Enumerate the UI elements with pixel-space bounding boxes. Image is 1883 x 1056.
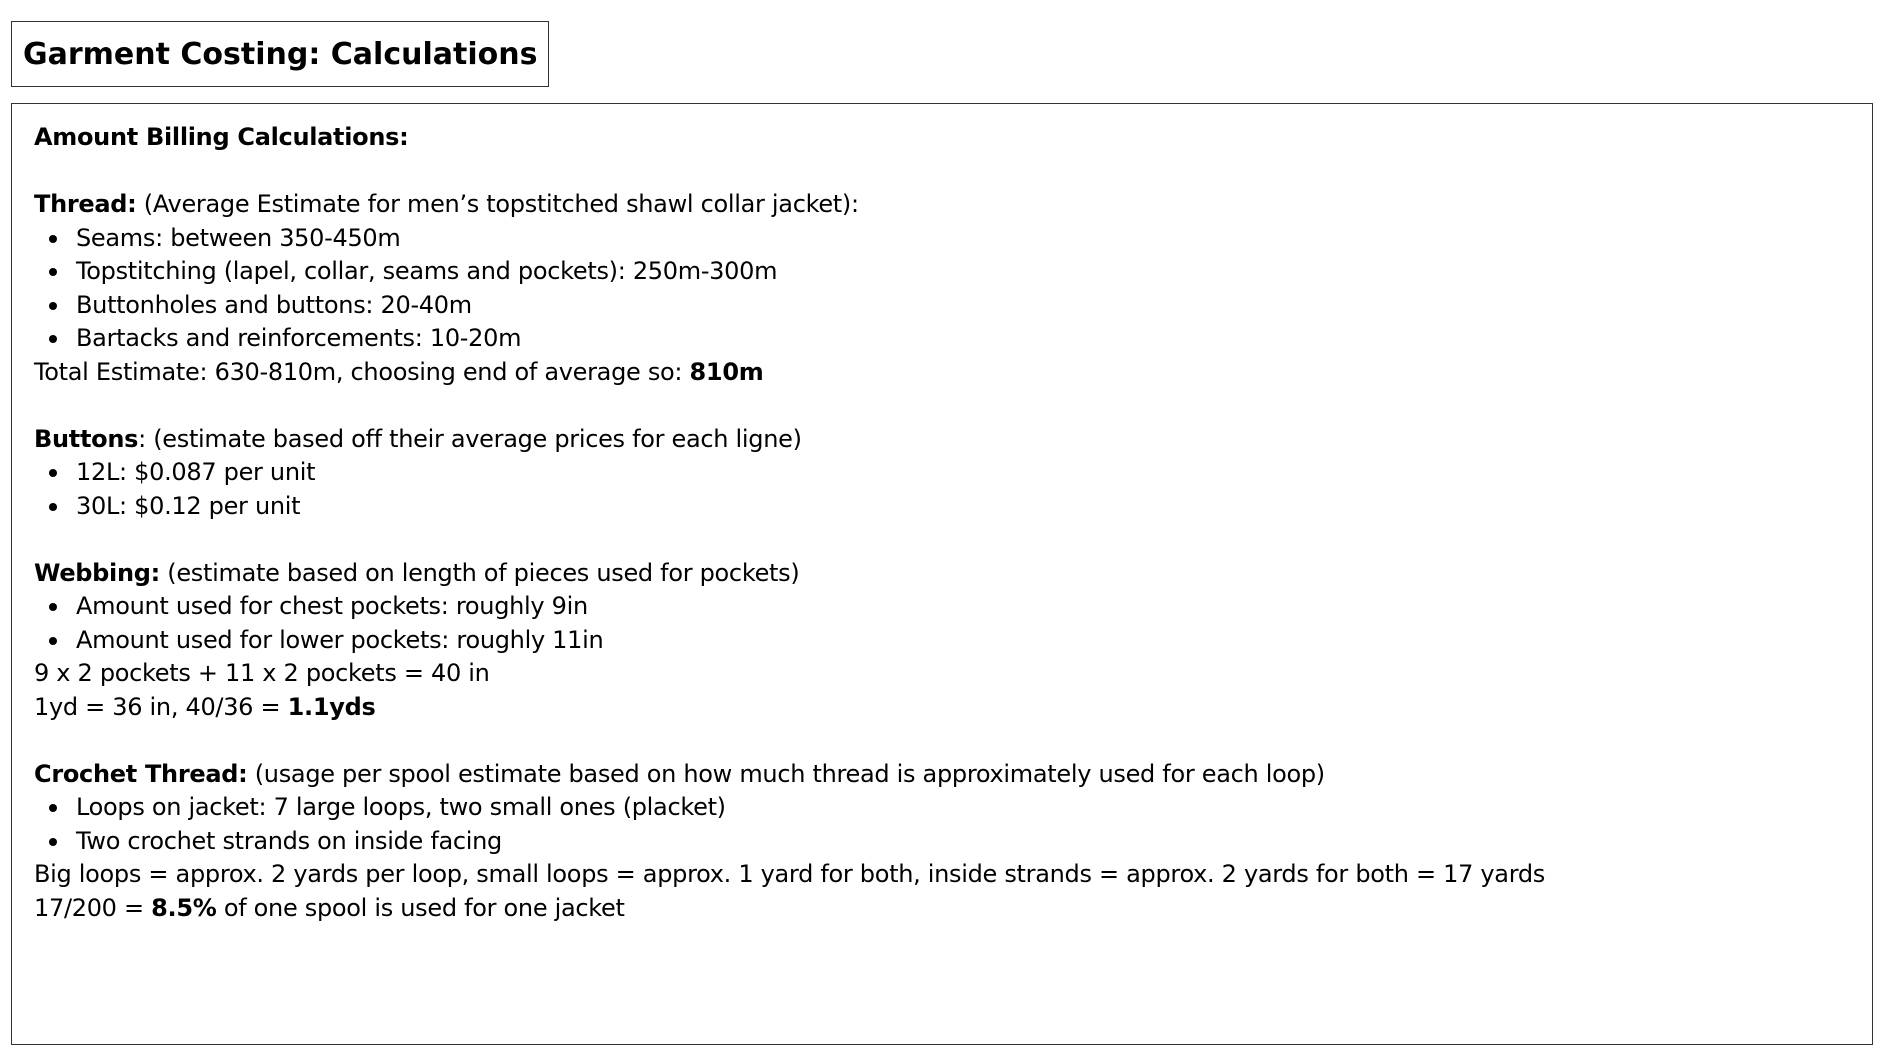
thread-total-value: 810m	[689, 357, 764, 386]
buttons-list	[34, 456, 1850, 523]
list-item: Two crochet strands on inside facing	[34, 825, 1850, 859]
spacer	[34, 523, 1850, 557]
buttons-desc: : (estimate based off their average prices for each ligne)	[138, 424, 802, 453]
webbing-list	[34, 590, 1850, 657]
crochet-calc: Big loops = approx. 2 yards per loop, small loops = approx. 1 yard for both, inside strands = approx. 2 yards for both = 17 yards	[34, 860, 1545, 888]
thread-list	[34, 222, 1850, 356]
crochet-desc: (usage per spool estimate based on how much thread is approximately used for each loop)	[247, 759, 1325, 788]
list-item: Seams: between 350-450m	[34, 222, 1850, 256]
crochet-result-suffix: of one spool is used for one jacket	[216, 893, 625, 922]
list-item: Topstitching (lapel, collar, seams and pockets): 250m-300m	[34, 255, 1850, 289]
webbing-conversion	[34, 691, 1850, 725]
webbing-conv-value: 1.1yds	[287, 692, 376, 721]
spacer	[34, 389, 1850, 423]
crochet-label: Crochet Thread:	[34, 759, 248, 788]
webbing-calc: 9 x 2 pockets + 11 x 2 pockets = 40 in	[34, 659, 490, 687]
page-title: Garment Costing: Calculations	[23, 36, 538, 72]
section-heading: Amount Billing Calculations:	[34, 123, 409, 151]
crochet-header	[34, 758, 1850, 792]
thread-total-text: Total Estimate: 630-810m, choosing end of average so:	[34, 357, 690, 386]
crochet-result-value: 8.5%	[151, 893, 217, 922]
webbing-desc: (estimate based on length of pieces used for pockets)	[159, 558, 800, 587]
calculations-panel	[11, 103, 1873, 1045]
buttons-header	[34, 423, 1850, 457]
webbing-conv-text: 1yd = 36 in, 40/36 =	[34, 692, 288, 721]
list-item: 30L: $0.12 per unit	[34, 490, 1850, 524]
title-box	[11, 21, 549, 87]
thread-header	[34, 188, 1850, 222]
thread-total	[34, 356, 1850, 390]
thread-label: Thread:	[34, 190, 137, 218]
list-item: Bartacks and reinforcements: 10-20m	[34, 322, 1850, 356]
webbing-label: Webbing:	[34, 558, 160, 587]
spacer	[34, 155, 1850, 189]
list-item: Buttonholes and buttons: 20-40m	[34, 289, 1850, 323]
crochet-result-prefix: 17/200 =	[34, 893, 152, 922]
crochet-result	[34, 892, 1850, 926]
webbing-header	[34, 557, 1850, 591]
list-item: 12L: $0.087 per unit	[34, 456, 1850, 490]
buttons-label: Buttons	[34, 424, 139, 453]
crochet-list	[34, 791, 1850, 858]
list-item: Amount used for chest pockets: roughly 9in	[34, 590, 1850, 624]
list-item: Loops on jacket: 7 large loops, two small ones (placket)	[34, 791, 1850, 825]
list-item: Amount used for lower pockets: roughly 11in	[34, 624, 1850, 658]
thread-desc: (Average Estimate for men’s topstitched shawl collar jacket):	[136, 190, 859, 218]
spacer	[34, 724, 1850, 758]
